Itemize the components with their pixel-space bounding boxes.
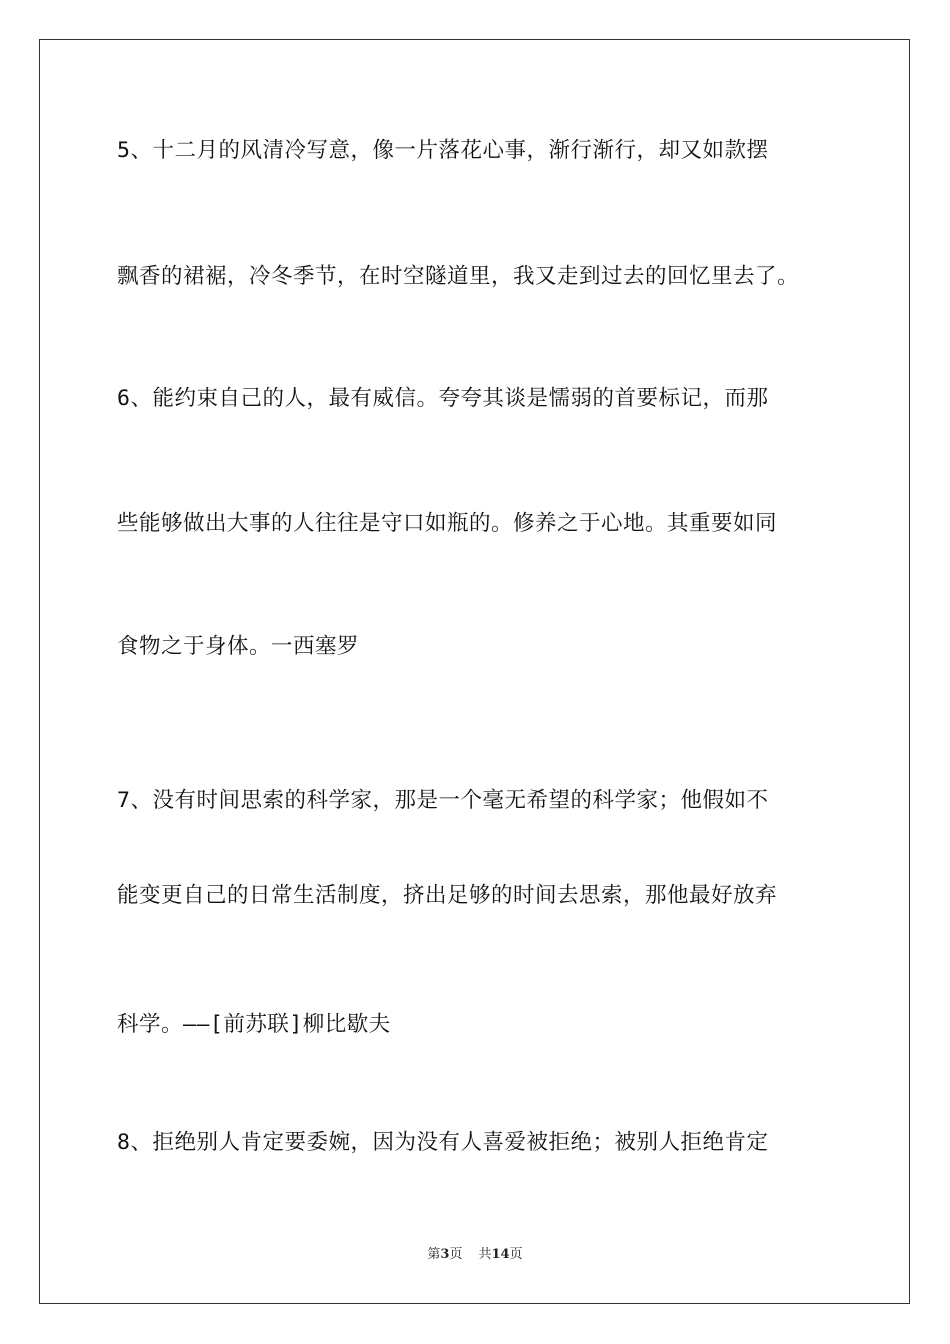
total-prefix: 共 — [478, 1247, 492, 1262]
page-footer — [0, 1246, 950, 1264]
page-border — [39, 39, 910, 1304]
text-line-4: 些能够做出大事的人往往是守口如瓶的。修养之于心地。其重要如同 — [117, 511, 778, 536]
page-number: 3 — [440, 1247, 450, 1262]
text-line-8: 科学。——[前苏联]柳比歇夫 — [117, 1012, 391, 1037]
page-suffix: 页 — [449, 1247, 463, 1262]
text-line-5: 食物之于身体。一西塞罗 — [117, 634, 360, 659]
page-prefix: 第 — [427, 1247, 441, 1262]
text-line-1: 5、十二月的风清冷写意，像一片落花心事，渐行渐行，却又如款摆 — [117, 138, 769, 163]
text-line-2: 飘香的裙裾，冷冬季节，在时空隧道里，我又走到过去的回忆里去了。 — [117, 264, 800, 289]
total-pages: 14 — [491, 1247, 510, 1262]
text-line-6: 7、没有时间思索的科学家，那是一个毫无希望的科学家；他假如不 — [117, 788, 769, 813]
text-line-7: 能变更自己的日常生活制度，挤出足够的时间去思索，那他最好放弃 — [117, 883, 778, 908]
text-line-9: 8、拒绝别人肯定要委婉，因为没有人喜爱被拒绝；被别人拒绝肯定 — [117, 1130, 769, 1155]
total-suffix: 页 — [509, 1247, 523, 1262]
text-line-3: 6、能约束自己的人，最有威信。夸夸其谈是懦弱的首要标记，而那 — [117, 386, 769, 411]
